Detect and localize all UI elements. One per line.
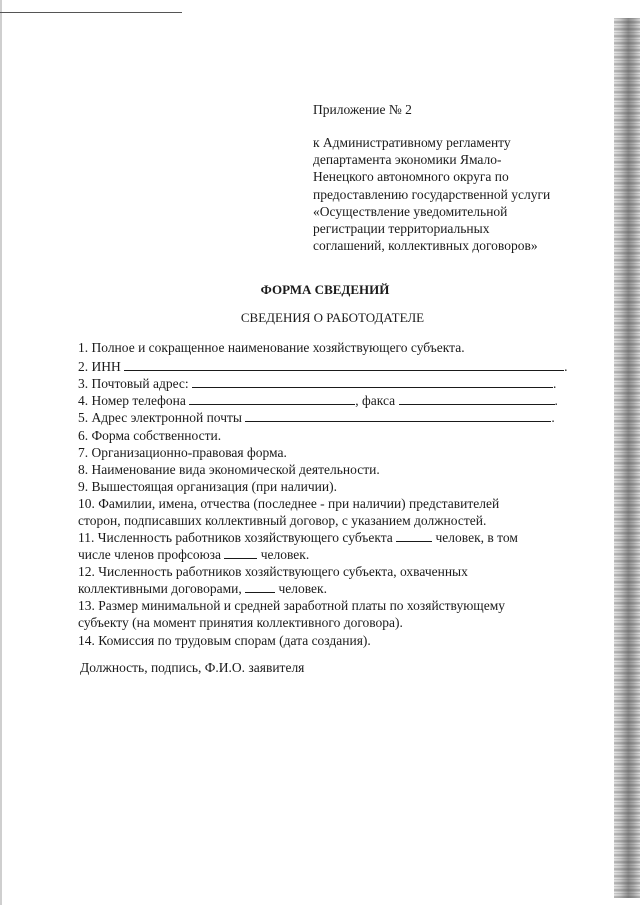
scan-binding-edge [614, 18, 640, 898]
item-10-line-1: 10. Фамилии, имена, отчества (последнее - при наличии) представителей [78, 496, 500, 511]
item-9: 9. Вышестоящая организация (при наличии). [78, 479, 337, 494]
reference-line: предоставлению государственной услуги [313, 186, 551, 202]
item-11-line-2 [78, 546, 309, 563]
covered-employee-count-field[interactable] [245, 581, 275, 593]
item-12-line-2 [78, 580, 327, 597]
item-7: 7. Организационно-правовая форма. [78, 445, 287, 460]
line-end-dot: . [554, 393, 558, 408]
item-3 [78, 375, 556, 392]
item-14: 14. Комиссия по трудовым спорам (дата создания). [78, 633, 371, 648]
item-12-suffix: человек. [278, 581, 327, 596]
item-11-suffix: человек, в том [435, 530, 518, 545]
item-11-line-1 [78, 529, 518, 546]
item-4 [78, 392, 558, 409]
inn-field[interactable] [124, 359, 564, 371]
phone-field[interactable] [189, 393, 355, 405]
scan-left-edge [0, 0, 2, 905]
reference-line: департамента экономики Ямало- [313, 152, 502, 168]
form-subtitle: СВЕДЕНИЯ О РАБОТОДАТЕЛЕ [240, 310, 425, 325]
item-13-line-2: субъекту (на момент принятия коллективного договора). [78, 615, 403, 630]
item-4-phone-label: 4. Номер телефона [78, 393, 186, 408]
item-2-label: 2. ИНН [78, 359, 121, 374]
item-8: 8. Наименование вида экономической деятельности. [78, 462, 380, 477]
union-member-count-field[interactable] [224, 547, 257, 559]
item-12-line-1: 12. Численность работников хозяйствующего субъекта, охваченных [78, 564, 468, 579]
item-5-label: 5. Адрес электронной почты [78, 410, 242, 425]
item-11-label: 11. Численность работников хозяйствующего субъекта [78, 530, 393, 545]
employee-count-field[interactable] [396, 530, 432, 542]
reference-line: Ненецкого автономного округа по [313, 169, 509, 185]
item-13-line-1: 13. Размер минимальной и средней заработной платы по хозяйствующему [78, 598, 505, 613]
item-11-union-suffix: человек. [260, 547, 310, 562]
item-5 [78, 409, 555, 426]
appendix-label: Приложение № 2 [313, 102, 412, 117]
item-12-label: коллективными договорами, [78, 581, 242, 596]
reference-line: «Осуществление уведомительной [313, 203, 508, 219]
form-title: ФОРМА СВЕДЕНИЙ [260, 282, 390, 297]
scan-binding-edge-top [614, 0, 640, 18]
applicant-signature-line: Должность, подпись, Ф.И.О. заявителя [80, 660, 305, 675]
scan-top-rule [0, 12, 182, 13]
line-end-dot: . [553, 376, 557, 391]
item-4-fax-label: , факса [355, 393, 396, 408]
item-10-line-2: сторон, подписавших коллективный договор, с указанием должностей. [78, 513, 487, 528]
fax-field[interactable] [399, 393, 555, 405]
postal-address-field[interactable] [192, 376, 553, 388]
line-end-dot: . [564, 359, 568, 374]
item-6: 6. Форма собственности. [78, 428, 222, 443]
reference-line: соглашений, коллективных договоров» [313, 238, 538, 254]
email-field[interactable] [245, 410, 551, 422]
reference-line: регистрации территориальных [313, 221, 490, 237]
item-1: 1. Полное и сокращенное наименование хозяйствующего субъекта. [78, 340, 465, 355]
item-11-union-label: числе членов профсоюза [78, 547, 221, 562]
reference-block [313, 134, 583, 254]
item-3-label: 3. Почтовый адрес: [78, 376, 189, 391]
line-end-dot: . [551, 410, 555, 425]
item-2 [78, 358, 568, 375]
reference-line: к Административному регламенту [313, 135, 511, 150]
